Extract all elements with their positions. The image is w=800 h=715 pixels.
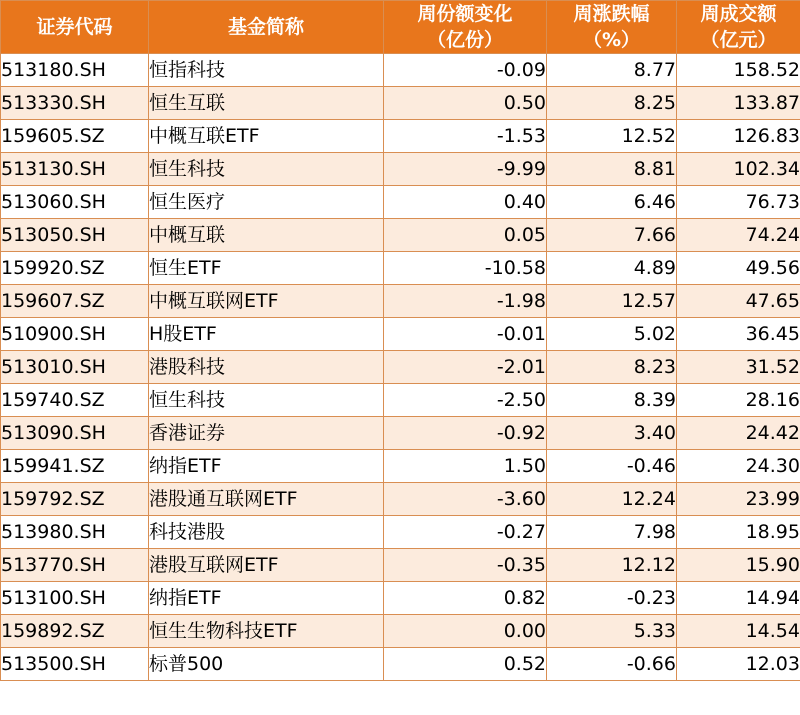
cell-name: 纳指ETF	[149, 450, 384, 483]
cell-change-pct: 8.23	[547, 351, 677, 384]
table-row	[1, 516, 800, 549]
table-row	[1, 54, 800, 87]
cell-change-pct: 12.52	[547, 120, 677, 153]
cell-change-pct: 12.12	[547, 549, 677, 582]
cell-name: 恒生科技	[149, 384, 384, 417]
cell-code: 513770.SH	[1, 549, 149, 582]
cell-volume: 126.83	[677, 120, 800, 153]
table-row	[1, 417, 800, 450]
cell-share-change: -1.53	[384, 120, 547, 153]
table-body	[1, 54, 800, 681]
cell-change-pct: 8.39	[547, 384, 677, 417]
table-header-row	[1, 1, 800, 54]
cell-change-pct: 8.25	[547, 87, 677, 120]
cell-name: 纳指ETF	[149, 582, 384, 615]
column-header-share-change-line1: 周份额变化	[417, 3, 513, 25]
cell-name: 标普500	[149, 648, 384, 681]
cell-share-change: -0.27	[384, 516, 547, 549]
cell-volume: 24.30	[677, 450, 800, 483]
column-header-code	[1, 1, 149, 54]
column-header-name-line1: 基金简称	[227, 16, 304, 38]
cell-change-pct: 7.98	[547, 516, 677, 549]
cell-code: 159607.SZ	[1, 285, 149, 318]
table-row	[1, 252, 800, 285]
cell-volume: 31.52	[677, 351, 800, 384]
cell-change-pct: 8.77	[547, 54, 677, 87]
table-row	[1, 318, 800, 351]
cell-volume: 74.24	[677, 219, 800, 252]
cell-name: 中概互联ETF	[149, 120, 384, 153]
column-header-volume	[677, 1, 800, 54]
cell-volume: 133.87	[677, 87, 800, 120]
cell-volume: 18.95	[677, 516, 800, 549]
table-row	[1, 219, 800, 252]
cell-volume: 158.52	[677, 54, 800, 87]
cell-change-pct: 5.02	[547, 318, 677, 351]
cell-volume: 102.34	[677, 153, 800, 186]
cell-volume: 76.73	[677, 186, 800, 219]
cell-volume: 23.99	[677, 483, 800, 516]
cell-code: 159792.SZ	[1, 483, 149, 516]
column-header-name	[149, 1, 384, 54]
cell-share-change: -1.98	[384, 285, 547, 318]
cell-volume: 24.42	[677, 417, 800, 450]
cell-name: 恒生生物科技ETF	[149, 615, 384, 648]
cell-code: 159605.SZ	[1, 120, 149, 153]
column-header-change-pct-line1: 周涨跌幅	[573, 3, 650, 25]
column-header-share-change-line2: （亿份）	[426, 29, 503, 51]
cell-name: 中概互联	[149, 219, 384, 252]
cell-code: 513130.SH	[1, 153, 149, 186]
cell-code: 510900.SH	[1, 318, 149, 351]
cell-change-pct: 5.33	[547, 615, 677, 648]
cell-volume: 15.90	[677, 549, 800, 582]
cell-volume: 28.16	[677, 384, 800, 417]
cell-code: 513100.SH	[1, 582, 149, 615]
cell-name: H股ETF	[149, 318, 384, 351]
cell-change-pct: 8.81	[547, 153, 677, 186]
table-row	[1, 648, 800, 681]
table-row	[1, 186, 800, 219]
cell-code: 159892.SZ	[1, 615, 149, 648]
cell-volume: 14.94	[677, 582, 800, 615]
cell-code: 513010.SH	[1, 351, 149, 384]
cell-change-pct: -0.23	[547, 582, 677, 615]
cell-share-change: 0.52	[384, 648, 547, 681]
table-row	[1, 285, 800, 318]
table-row	[1, 483, 800, 516]
column-header-code-line1: 证券代码	[36, 16, 113, 38]
cell-volume: 49.56	[677, 252, 800, 285]
cell-name: 恒生医疗	[149, 186, 384, 219]
cell-code: 513980.SH	[1, 516, 149, 549]
cell-name: 港股科技	[149, 351, 384, 384]
column-header-change-pct-line2: （%）	[582, 29, 641, 51]
cell-name: 中概互联网ETF	[149, 285, 384, 318]
table-row	[1, 549, 800, 582]
cell-change-pct: 6.46	[547, 186, 677, 219]
cell-name: 恒生科技	[149, 153, 384, 186]
cell-change-pct: 12.24	[547, 483, 677, 516]
cell-name: 香港证券	[149, 417, 384, 450]
cell-volume: 36.45	[677, 318, 800, 351]
cell-share-change: -2.50	[384, 384, 547, 417]
table-row	[1, 450, 800, 483]
cell-share-change: -0.09	[384, 54, 547, 87]
cell-code: 159920.SZ	[1, 252, 149, 285]
cell-change-pct: 7.66	[547, 219, 677, 252]
table-row	[1, 87, 800, 120]
cell-name: 科技港股	[149, 516, 384, 549]
cell-volume: 47.65	[677, 285, 800, 318]
cell-code: 159941.SZ	[1, 450, 149, 483]
cell-name: 恒生ETF	[149, 252, 384, 285]
cell-share-change: -0.01	[384, 318, 547, 351]
cell-volume: 12.03	[677, 648, 800, 681]
cell-code: 513330.SH	[1, 87, 149, 120]
cell-name: 港股互联网ETF	[149, 549, 384, 582]
cell-code: 513500.SH	[1, 648, 149, 681]
cell-share-change: -9.99	[384, 153, 547, 186]
cell-share-change: 0.50	[384, 87, 547, 120]
cell-share-change: -0.35	[384, 549, 547, 582]
table-header	[1, 1, 800, 54]
cell-share-change: 0.82	[384, 582, 547, 615]
table-row	[1, 120, 800, 153]
table-row	[1, 384, 800, 417]
table-row	[1, 582, 800, 615]
column-header-volume-line2: （亿元）	[700, 29, 777, 51]
table-row	[1, 153, 800, 186]
column-header-share-change	[384, 1, 547, 54]
cell-change-pct: 3.40	[547, 417, 677, 450]
cell-name: 恒生互联	[149, 87, 384, 120]
cell-change-pct: -0.46	[547, 450, 677, 483]
cell-change-pct: -0.66	[547, 648, 677, 681]
cell-code: 513050.SH	[1, 219, 149, 252]
cell-share-change: -3.60	[384, 483, 547, 516]
cell-name: 港股通互联网ETF	[149, 483, 384, 516]
column-header-change-pct	[547, 1, 677, 54]
cell-code: 159740.SZ	[1, 384, 149, 417]
cell-share-change: -10.58	[384, 252, 547, 285]
table-row	[1, 615, 800, 648]
column-header-volume-line1: 周成交额	[700, 3, 777, 25]
cell-share-change: 1.50	[384, 450, 547, 483]
cell-share-change: 0.40	[384, 186, 547, 219]
cell-code: 513060.SH	[1, 186, 149, 219]
cell-name: 恒指科技	[149, 54, 384, 87]
cell-code: 513090.SH	[1, 417, 149, 450]
cell-change-pct: 12.57	[547, 285, 677, 318]
cell-share-change: 0.05	[384, 219, 547, 252]
cell-change-pct: 4.89	[547, 252, 677, 285]
table-row	[1, 351, 800, 384]
cell-code: 513180.SH	[1, 54, 149, 87]
cell-share-change: -0.92	[384, 417, 547, 450]
cell-share-change: -2.01	[384, 351, 547, 384]
cell-share-change: 0.00	[384, 615, 547, 648]
cell-volume: 14.54	[677, 615, 800, 648]
